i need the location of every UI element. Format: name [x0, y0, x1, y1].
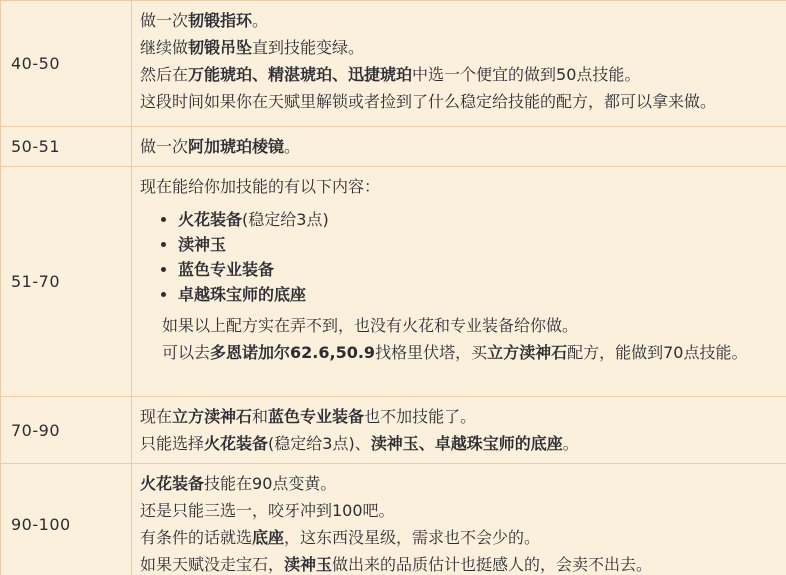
bold-term: 立方渎神石: [487, 343, 568, 362]
bold-term: 底座: [252, 528, 285, 547]
instruction-line: 有条件的话就选底座，这东西没星级，需求也不会少的。: [140, 528, 541, 547]
bold-term: 渎神玉: [178, 235, 227, 254]
list-item: • 火花装备(稳定给3点): [178, 207, 779, 232]
instruction-line: 现在能给你加技能的有以下内容：: [140, 177, 381, 196]
instruction-line: 继续做韧锻吊坠直到技能变绿。: [140, 38, 365, 57]
instruction-line: 如果以上配方实在弄不到，也没有火花和专业装备给你做。: [162, 316, 579, 335]
table-row: [1, 1, 786, 127]
instruction-line: 然后在万能琥珀、精湛琥珀、迅捷琥珀中选一个便宜的做到50点技能。: [140, 65, 641, 84]
instructions-cell: [132, 464, 786, 575]
bold-term: 渎神玉: [284, 555, 333, 574]
bold-term: 多恩诺加尔62.6,50.9: [210, 343, 376, 362]
skill-range-cell: 40-50: [1, 1, 132, 127]
instructions-cell: [132, 127, 786, 167]
bold-term: 渎神玉、卓越珠宝师的底座: [370, 434, 563, 453]
table-row: [1, 127, 786, 167]
instruction-line: 这段时间如果你在天赋里解锁或者捡到了什么稳定给技能的配方，都可以拿来做。: [140, 92, 717, 111]
bold-term: 立方渎神石: [172, 407, 253, 426]
instruction-line: 可以去多恩诺加尔62.6,50.9找格里伏塔，买立方渎神石配方，能做到70点技能。: [162, 343, 748, 362]
instructions-cell: [132, 167, 786, 397]
skill-range-cell: 70-90: [1, 397, 132, 464]
skill-range-cell: 90-100: [1, 464, 132, 575]
instruction-line: 做一次韧锻指环。: [140, 11, 269, 30]
instruction-line: 如果天赋没走宝石，渎神玉做出来的品质估计也挺感人的，会卖不出去。: [140, 555, 653, 574]
list-item: [178, 257, 779, 282]
skill-range-cell: 51-70: [1, 167, 132, 397]
bold-term: 万能琥珀、精湛琥珀、迅捷琥珀: [188, 65, 413, 84]
list-item: [178, 282, 779, 307]
bold-term: 阿加琥珀棱镜: [188, 137, 285, 156]
bold-term: 火花装备: [204, 434, 269, 453]
instructions-cell: [132, 1, 786, 127]
table-row: [1, 397, 786, 464]
bold-term: 蓝色专业装备: [268, 407, 365, 426]
list-item: [178, 232, 779, 257]
instruction-line: 火花装备技能在90点变黄。: [140, 474, 337, 493]
table-row: [1, 167, 786, 397]
bold-term: 火花装备: [140, 474, 205, 493]
bold-term: 蓝色专业装备: [178, 260, 275, 279]
instruction-line: 还是只能三选一，咬牙冲到100吧。: [140, 501, 395, 520]
bold-term: 韧锻吊坠: [188, 38, 253, 57]
instruction-line: 做一次阿加琥珀棱镜。: [140, 137, 301, 156]
instruction-line: 只能选择火花装备(稳定给3点)、渎神玉、卓越珠宝师的底座。: [140, 434, 579, 453]
skill-range-cell: 50-51: [1, 127, 132, 167]
bold-term: 韧锻指环: [188, 11, 253, 30]
bold-term: 火花装备: [178, 210, 243, 229]
options-list: [140, 207, 779, 307]
instructions-cell: [132, 397, 786, 464]
instruction-line: 现在立方渎神石和蓝色专业装备也不加技能了。: [140, 407, 477, 426]
table-row: [1, 464, 786, 575]
skill-table-body: [1, 1, 786, 575]
bold-term: 卓越珠宝师的底座: [178, 285, 307, 304]
